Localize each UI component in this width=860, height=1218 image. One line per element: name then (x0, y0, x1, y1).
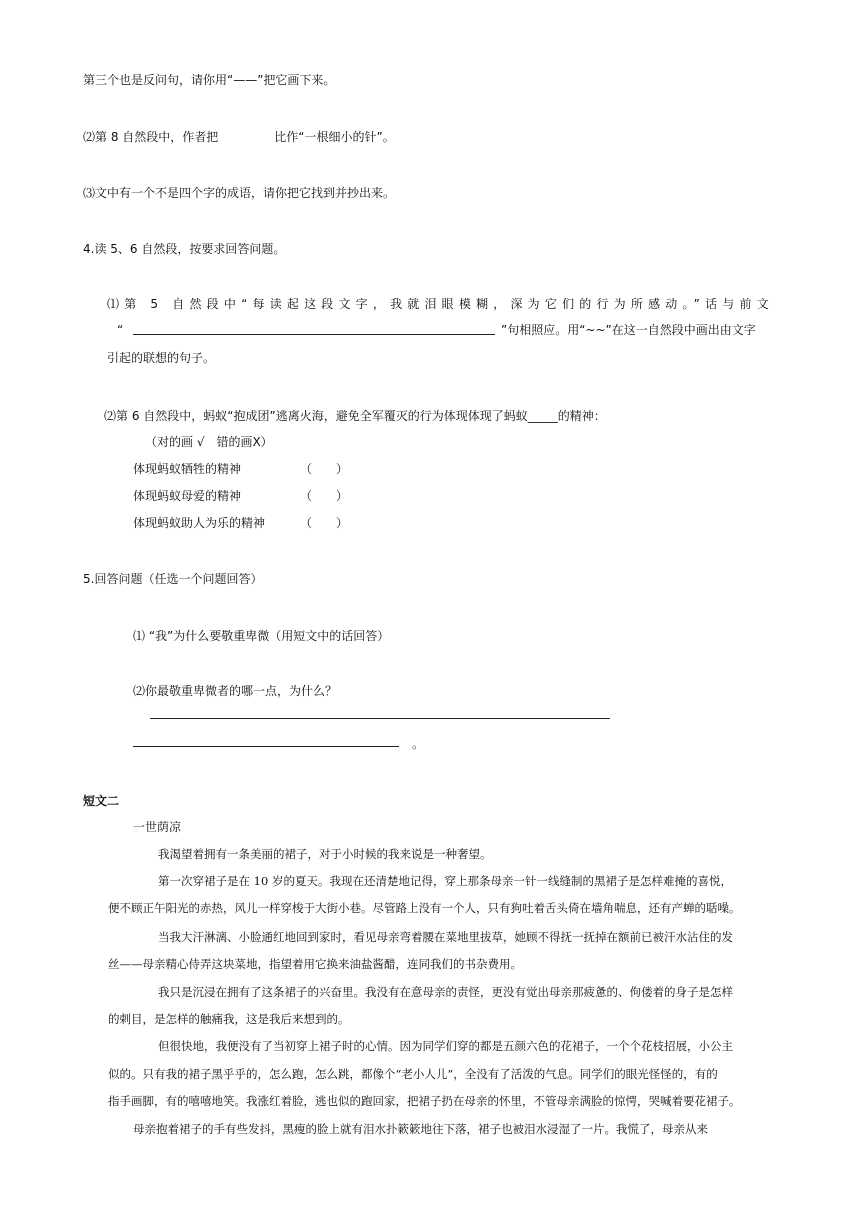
q4-title: 4.读 5、6 自然段，按要求回答问题。 (83, 242, 286, 256)
passage2-line: 当我大汗淋漓、小脸通红地回到家时，看见母亲弯着腰在菜地里拔草，她顾不得抚一抚掉在额前已被汗水沾住的发 (158, 930, 733, 944)
passage2-line: 便不顾正午阳光的赤热，风儿一样穿梭于大街小巷。尽管路上没有一个人，只有狗吐着舌头倚在墙角喘息，还有产蝉的聒噪。 (108, 901, 741, 915)
q4-option-paren[interactable]: （ ） (300, 516, 349, 530)
q4-option-paren[interactable]: （ ） (300, 462, 349, 476)
q4-sub1-line1: ⑴第 5 自然段中“每读起这段文字，我就泪眼模糊，深为它们的行为所感动。”话与前文 (107, 297, 774, 311)
q3-sub2-prefix: ⑵第 8 自然段中，作者把 (83, 130, 219, 144)
q5-answer-line[interactable] (133, 746, 399, 747)
q4-sub2: ⑵第 6 自然段中，蚂蚁“抱成团”逃离火海，避免全军覆灭的行为体现体现了蚂蚁_____的精神： (104, 409, 606, 423)
q5-title: 5.回答问题（任选一个问题回答） (83, 572, 263, 586)
passage2-line: 似的。只有我的裙子黑乎乎的，怎么跑，怎么跳，都像个“老小人儿”，全没有了活泼的气息。同学们的眼光怪怪的，有的 (108, 1067, 718, 1081)
q3-sub2 (83, 129, 395, 145)
q5-sub1: ⑴ “我”为什么要敬重卑微（用短文中的话回答） (133, 629, 390, 643)
q5-answer-line[interactable] (150, 718, 610, 719)
q4-option-text: 体现蚂蚁母爱的精神 (133, 489, 242, 503)
passage2-line: 的剌目，是怎样的触痛我，这是我后来想到的。 (108, 1012, 350, 1026)
q4-option-text: 体现蚂蚁助人为乐的精神 (133, 516, 266, 530)
q4-option-paren[interactable]: （ ） (300, 489, 349, 503)
passage2-line: 但很快地，我便没有了当初穿上裙子时的心情。因为同学们穿的都是五颜六色的花裙子，一个个花枝招展，小公主 (158, 1039, 733, 1053)
q3-sub3: ⑶文中有一个不是四个字的成语，请你把它找到并抄出来。 (83, 186, 396, 200)
passage2-title: 一世荫凉 (133, 820, 182, 834)
passage2-line: 母亲抱着裙子的手有些发抖，黑瘦的脸上就有泪水扑簌簌地往下落，裙子也被泪水浸湿了一片。我慌了，母亲从来 (133, 1122, 708, 1136)
passage2-line: 我只是沉浸在拥有了这条裙子的兴奋里。我没有在意母亲的责怪，更没有觉出母亲那疲惫的、佝偻着的身子是怎样 (158, 985, 733, 999)
passage2-heading: 短文二 (83, 794, 120, 808)
q4-hint: （对的画 √ 错的画Ⅹ） (145, 435, 273, 449)
passage2-line: 第一次穿裙子是在 10 岁的夏天。我现在还清楚地记得，穿上那条母亲一针一线缝制的黑裙子是怎样难掩的喜悦， (158, 874, 732, 888)
q4-sub1-line3: 引起的联想的句子。 (107, 351, 216, 365)
q5-sub2: ⑵你最敬重卑微者的哪一点，为什么？ (133, 684, 338, 698)
q3-instruction-line: 第三个也是反问句，请你用“——”把它画下来。 (83, 73, 336, 87)
q4-option-text: 体现蚂蚁牺牲的精神 (133, 462, 242, 476)
q5-end-mark: 。 (412, 737, 425, 751)
q4-sub1-line2-suffix: ”句相照应。用“~~”在这一自然段中画出由文字 (501, 323, 756, 337)
q4-sub1-open-quote: “ (117, 323, 124, 337)
passage2-line: 我渴望着拥有一条美丽的裙子，对于小时候的我来说是一种奢望。 (158, 847, 492, 861)
q4-sub1-answer-line[interactable] (133, 334, 495, 335)
passage2-line: 指手画脚，有的嘻嘻地笑。我涨红着脸，逃也似的跑回家，把裙子扔在母亲的怀里，不管母亲满脸的惊愕，哭喊着要花裙子。 (108, 1094, 741, 1108)
passage2-line: 丝——母亲精心侍弄这块菜地，指望着用它换来油盐酱醋，连同我们的书杂费用。 (108, 957, 522, 971)
q3-sub2-suffix: 比作“一根细小的针”。 (274, 130, 395, 144)
